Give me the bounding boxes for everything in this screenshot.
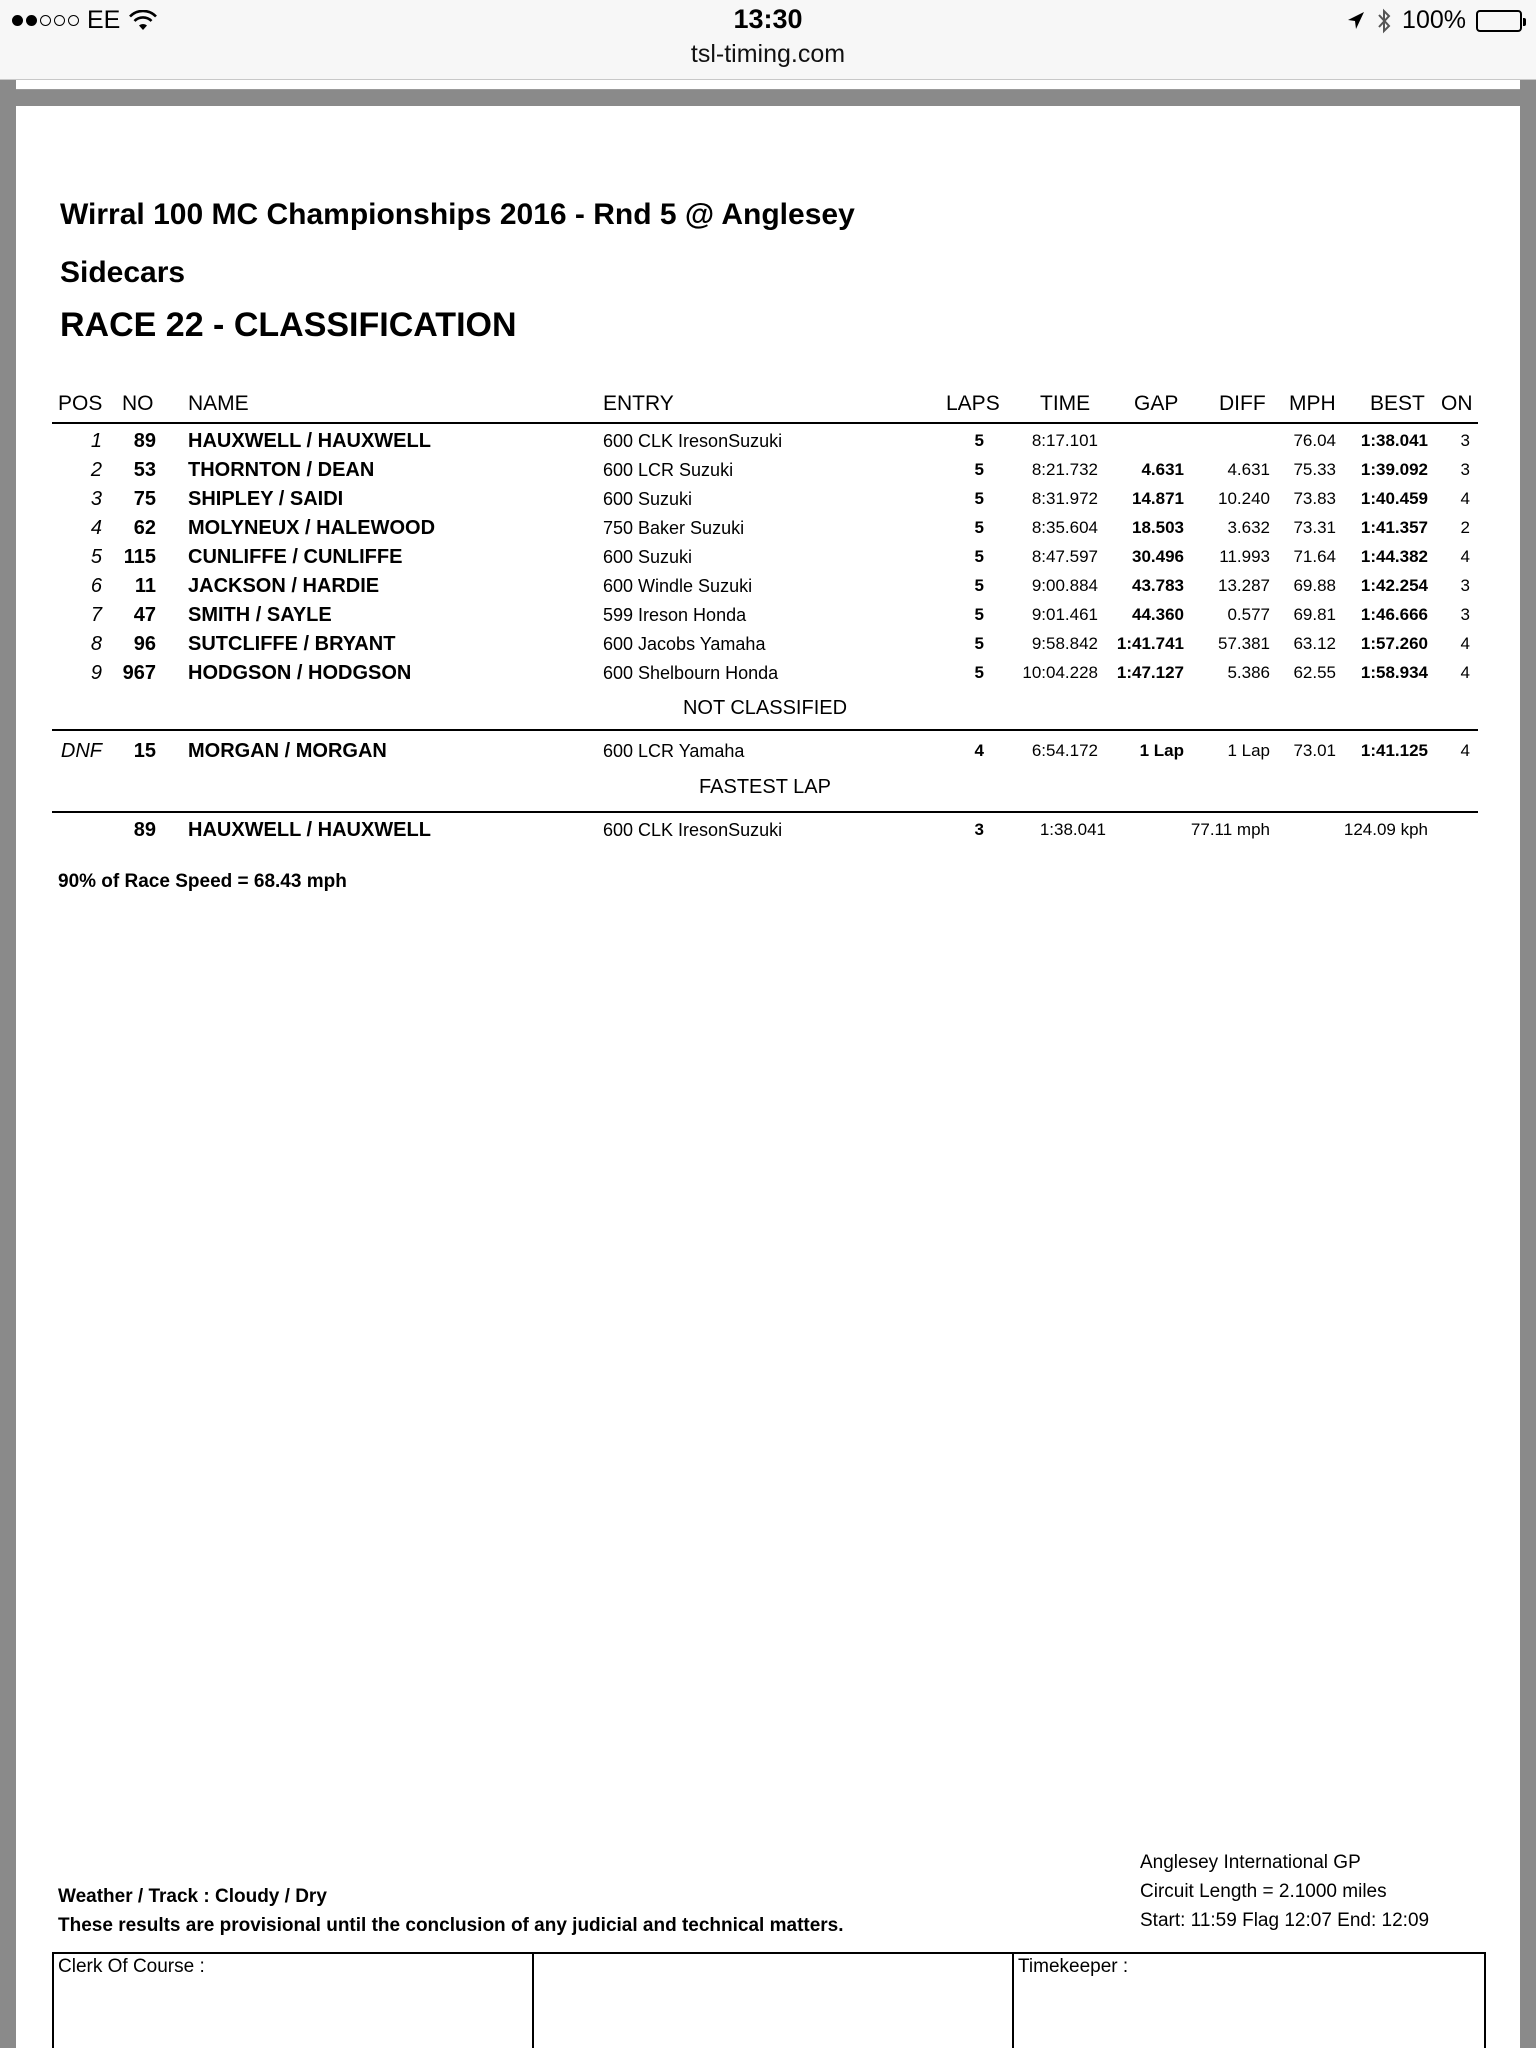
- circuit-length: Circuit Length = 2.1000 miles: [1140, 1881, 1387, 1902]
- cell-name: CUNLIFFE / CUNLIFFE: [188, 546, 403, 568]
- cell-laps: 5: [974, 663, 984, 682]
- cell-entry: 600 LCR Yamaha: [603, 741, 745, 761]
- circuit-name: Anglesey International GP: [1140, 1852, 1361, 1873]
- cell-diff: 11.993: [1219, 547, 1270, 566]
- cell-time: 8:47.597: [1031, 547, 1098, 566]
- cell-laps: 5: [974, 547, 984, 566]
- col-mph: MPH: [1289, 392, 1336, 415]
- table-row: [0, 427, 1536, 455]
- cell-gap: 1:41.741: [1116, 634, 1184, 653]
- cell-mph: 75.33: [1293, 460, 1336, 479]
- col-entry: ENTRY: [603, 392, 674, 415]
- cell-time: 8:31.972: [1031, 489, 1098, 508]
- provisional-note: These results are provisional until the conclusion of any judicial and technical matters.: [58, 1915, 844, 1936]
- cell-time: 9:58.842: [1031, 634, 1098, 653]
- cell-no: 115: [123, 546, 156, 568]
- cell-entry: 600 Jacobs Yamaha: [603, 634, 766, 654]
- table-row: [0, 456, 1536, 484]
- fastest-lap-rule: [52, 811, 1478, 813]
- col-diff: DIFF: [1219, 392, 1266, 415]
- cell-no: 47: [133, 604, 156, 626]
- race-speed-note: 90% of Race Speed = 68.43 mph: [58, 871, 347, 892]
- cell-best: 1:40.459: [1360, 489, 1428, 508]
- location-arrow-icon: [1346, 10, 1366, 32]
- cell-diff: 10.240: [1218, 489, 1270, 508]
- table-row: [0, 514, 1536, 542]
- browser-status-bar: [0, 0, 1536, 80]
- clerk-of-course-label: Clerk Of Course :: [58, 1956, 205, 1977]
- battery-icon: [1476, 10, 1522, 32]
- cell-no: 11: [134, 575, 156, 597]
- carrier-label: EE: [87, 6, 121, 34]
- cell-best: 1:58.934: [1360, 663, 1428, 682]
- cell-mph: 63.12: [1293, 634, 1336, 653]
- cell-gap: 30.496: [1132, 547, 1184, 566]
- cell-no: 75: [133, 488, 156, 510]
- cell-entry: 600 Windle Suzuki: [603, 576, 753, 596]
- cell-fastest-time: 1:38.041: [1039, 820, 1106, 839]
- cell-on: 4: [1460, 663, 1470, 682]
- cell-pos: DNF: [60, 740, 102, 762]
- cell-entry: 600 Suzuki: [603, 489, 693, 509]
- cell-name: HAUXWELL / HAUXWELL: [188, 430, 431, 452]
- cell-best: 1:46.666: [1360, 605, 1428, 624]
- not-classified-heading: NOT CLASSIFIED: [682, 697, 848, 719]
- cell-time: 8:35.604: [1031, 518, 1098, 537]
- previous-page-edge: [16, 80, 1520, 90]
- cell-entry: 600 LCR Suzuki: [603, 460, 734, 480]
- fastest-lap-heading: FASTEST LAP: [699, 776, 831, 798]
- signature-box: [52, 1952, 1486, 2048]
- cell-diff: 13.287: [1218, 576, 1270, 595]
- cell-mph: 71.64: [1293, 547, 1336, 566]
- cell-no: 89: [133, 819, 156, 841]
- cell-pos: 5: [90, 546, 102, 568]
- cell-mph: 73.31: [1293, 518, 1336, 537]
- cell-diff: 1 Lap: [1227, 741, 1270, 760]
- col-pos: POS: [58, 392, 103, 415]
- header-rule: [52, 422, 1478, 424]
- cell-gap: 44.360: [1132, 605, 1184, 624]
- cell-laps: 5: [974, 460, 984, 479]
- table-row: [0, 543, 1536, 571]
- address-bar-url[interactable]: tsl-timing.com: [690, 40, 846, 68]
- table-row: [0, 601, 1536, 629]
- cell-pos: 2: [90, 459, 102, 481]
- cell-on: 4: [1460, 547, 1470, 566]
- cell-diff: 57.381: [1218, 634, 1270, 653]
- cell-no: 96: [133, 633, 156, 655]
- cell-best: 1:44.382: [1360, 547, 1428, 566]
- col-best: BEST: [1370, 392, 1425, 415]
- cell-best: 1:41.125: [1360, 741, 1428, 760]
- signature-divider: [1012, 1954, 1014, 2048]
- class-title: Sidecars: [60, 256, 186, 289]
- cell-time: 9:00.884: [1031, 576, 1098, 595]
- cell-on: 3: [1460, 605, 1470, 624]
- cell-fastest-mph: 77.11 mph: [1190, 820, 1270, 839]
- battery-percent: 100%: [1402, 6, 1466, 34]
- cell-no: 89: [133, 430, 156, 452]
- col-no: NO: [122, 392, 154, 415]
- cell-gap: 1:47.127: [1116, 663, 1184, 682]
- status-icons: [1346, 6, 1522, 35]
- cell-best: 1:39.092: [1360, 460, 1428, 479]
- cell-gap: 43.783: [1132, 576, 1184, 595]
- cell-laps: 5: [974, 431, 984, 450]
- cell-no: 53: [133, 459, 156, 481]
- cell-on: 3: [1460, 460, 1470, 479]
- cell-entry: 600 CLK IresonSuzuki: [603, 431, 783, 451]
- race-title: RACE 22 - CLASSIFICATION: [60, 306, 517, 344]
- cell-lap: 3: [974, 820, 984, 839]
- cell-name: MOLYNEUX / HALEWOOD: [188, 517, 436, 539]
- clock: 13:30: [733, 4, 803, 34]
- cell-pos: 7: [90, 604, 102, 626]
- cell-pos: 3: [90, 488, 102, 510]
- cell-laps: 4: [974, 741, 984, 760]
- cell-best: 1:57.260: [1360, 634, 1428, 653]
- cell-time: 6:54.172: [1031, 741, 1098, 760]
- col-name: NAME: [188, 392, 249, 415]
- cell-pos: 6: [90, 575, 102, 597]
- cell-entry: 599 Ireson Honda: [603, 605, 747, 625]
- table-row-dnf: [0, 737, 1536, 765]
- cell-gap: 14.871: [1132, 489, 1184, 508]
- cell-best: 1:42.254: [1360, 576, 1428, 595]
- cell-pos: 1: [90, 430, 102, 452]
- cell-diff: 3.632: [1227, 518, 1270, 537]
- fastest-lap-row: [0, 816, 1536, 844]
- cell-on: 4: [1460, 634, 1470, 653]
- cell-time: 8:17.101: [1031, 431, 1098, 450]
- cell-diff: 5.386: [1227, 663, 1270, 682]
- cell-on: 4: [1460, 741, 1470, 760]
- col-time: TIME: [1040, 392, 1091, 415]
- cell-no: 15: [133, 740, 156, 762]
- cell-mph: 62.55: [1293, 663, 1336, 682]
- cell-diff: 4.631: [1227, 460, 1270, 479]
- not-classified-rule: [52, 729, 1478, 731]
- timekeeper-label: Timekeeper :: [1018, 1956, 1129, 1977]
- cell-name: THORNTON / DEAN: [188, 459, 375, 481]
- cell-laps: 5: [974, 518, 984, 537]
- signature-divider: [532, 1954, 534, 2048]
- col-gap: GAP: [1134, 392, 1179, 415]
- cell-diff: [1190, 427, 1270, 455]
- cell-pos: 4: [90, 517, 102, 539]
- cell-name: SMITH / SAYLE: [188, 604, 332, 626]
- cell-best: 1:38.041: [1360, 431, 1428, 450]
- cell-time: 8:21.732: [1031, 460, 1098, 479]
- cell-on: 4: [1460, 489, 1470, 508]
- cell-mph: 73.01: [1293, 741, 1336, 760]
- cell-laps: 5: [974, 489, 984, 508]
- cell-no: 62: [133, 517, 156, 539]
- cell-gap: 18.503: [1132, 518, 1184, 537]
- col-laps: LAPS: [946, 392, 1000, 415]
- cell-on: 2: [1460, 518, 1470, 537]
- cell-best: 1:41.357: [1360, 518, 1428, 537]
- cell-no: 967: [122, 662, 156, 684]
- cell-mph: 73.83: [1293, 489, 1336, 508]
- cell-on: 3: [1460, 431, 1470, 450]
- cell-name: MORGAN / MORGAN: [188, 740, 387, 762]
- table-row: [0, 572, 1536, 600]
- weather-track: Weather / Track : Cloudy / Dry: [58, 1886, 327, 1907]
- cell-time: 10:04.228: [1022, 663, 1098, 682]
- cell-laps: 5: [974, 605, 984, 624]
- cell-diff: 0.577: [1227, 605, 1270, 624]
- cell-entry: 750 Baker Suzuki: [603, 518, 745, 538]
- race-times: Start: 11:59 Flag 12:07 End: 12:09: [1140, 1910, 1430, 1931]
- cell-gap: 4.631: [1141, 460, 1184, 479]
- cell-entry: 600 CLK IresonSuzuki: [603, 820, 783, 840]
- cell-entry: 600 Suzuki: [603, 547, 693, 567]
- cell-mph: 69.81: [1293, 605, 1336, 624]
- col-on: ON: [1441, 392, 1473, 415]
- cell-time: 9:01.461: [1031, 605, 1098, 624]
- cell-mph: 76.04: [1293, 431, 1336, 450]
- cell-gap: [1100, 427, 1184, 455]
- cell-mph: 69.88: [1293, 576, 1336, 595]
- cell-entry: 600 Shelbourn Honda: [603, 663, 779, 683]
- cell-laps: 5: [974, 576, 984, 595]
- cell-name: JACKSON / HARDIE: [188, 575, 380, 597]
- cell-on: 3: [1460, 576, 1470, 595]
- cell-name: SHIPLEY / SAIDI: [188, 488, 344, 510]
- table-row: [0, 485, 1536, 513]
- table-row: [0, 630, 1536, 658]
- cell-name: HAUXWELL / HAUXWELL: [188, 819, 431, 841]
- cell-name: SUTCLIFFE / BRYANT: [188, 633, 396, 655]
- bluetooth-icon: [1376, 8, 1392, 34]
- cell-laps: 5: [974, 634, 984, 653]
- event-title: Wirral 100 MC Championships 2016 - Rnd 5 @ Anglesey: [60, 198, 855, 231]
- cell-name: HODGSON / HODGSON: [188, 662, 412, 684]
- cell-pos: 8: [90, 633, 102, 655]
- table-row: [0, 659, 1536, 687]
- cell-fastest-kph: 124.09 kph: [1343, 820, 1428, 839]
- cell-pos: 9: [90, 662, 102, 684]
- cell-gap: 1 Lap: [1139, 741, 1184, 760]
